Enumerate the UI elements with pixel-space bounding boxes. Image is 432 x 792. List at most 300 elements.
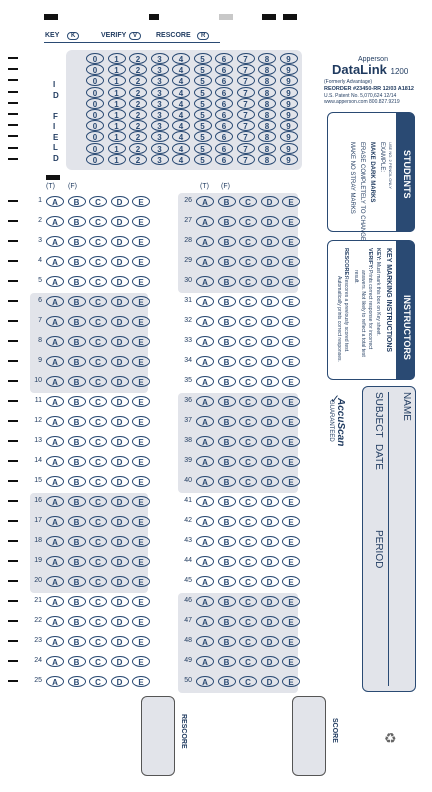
answer-bubble-e[interactable]: E: [132, 556, 150, 567]
answer-bubble-d[interactable]: D: [111, 356, 129, 367]
answer-bubble-b[interactable]: B: [68, 436, 86, 447]
answer-bubble-c[interactable]: C: [239, 636, 257, 647]
answer-bubble-b[interactable]: B: [218, 236, 236, 247]
answer-bubble-c[interactable]: C: [89, 576, 107, 587]
answer-bubble-c[interactable]: C: [239, 236, 257, 247]
answer-bubble-c[interactable]: C: [89, 516, 107, 527]
id-bubble[interactable]: 4: [172, 64, 190, 75]
answer-bubble-b[interactable]: B: [218, 476, 236, 487]
answer-bubble-b[interactable]: B: [68, 336, 86, 347]
answer-bubble-b[interactable]: B: [68, 276, 86, 287]
answer-bubble-c[interactable]: C: [239, 396, 257, 407]
answer-bubble-a[interactable]: A: [46, 336, 64, 347]
answer-bubble-e[interactable]: E: [282, 276, 300, 287]
answer-bubble-a[interactable]: A: [46, 356, 64, 367]
id-bubble[interactable]: 6: [215, 109, 233, 120]
answer-bubble-c[interactable]: C: [239, 296, 257, 307]
id-bubble[interactable]: 7: [237, 75, 255, 86]
answer-bubble-c[interactable]: C: [89, 676, 107, 687]
answer-bubble-c[interactable]: C: [239, 656, 257, 667]
answer-bubble-b[interactable]: B: [218, 416, 236, 427]
answer-bubble-b[interactable]: B: [68, 616, 86, 627]
answer-bubble-b[interactable]: B: [68, 676, 86, 687]
answer-bubble-a[interactable]: A: [196, 456, 214, 467]
answer-bubble-b[interactable]: B: [218, 496, 236, 507]
answer-bubble-a[interactable]: A: [46, 656, 64, 667]
rescore-bubble[interactable]: R: [197, 32, 209, 40]
id-bubble[interactable]: 9: [280, 98, 298, 109]
answer-bubble-c[interactable]: C: [239, 476, 257, 487]
answer-bubble-a[interactable]: A: [196, 256, 214, 267]
answer-bubble-c[interactable]: C: [89, 236, 107, 247]
id-bubble[interactable]: 7: [237, 53, 255, 64]
id-bubble[interactable]: 2: [129, 131, 147, 142]
answer-bubble-d[interactable]: D: [261, 416, 279, 427]
answer-bubble-a[interactable]: A: [46, 536, 64, 547]
answer-bubble-a[interactable]: A: [196, 636, 214, 647]
id-bubble[interactable]: 5: [194, 143, 212, 154]
id-bubble[interactable]: 0: [86, 98, 104, 109]
answer-bubble-b[interactable]: B: [218, 596, 236, 607]
answer-bubble-d[interactable]: D: [261, 496, 279, 507]
answer-bubble-e[interactable]: E: [282, 336, 300, 347]
id-bubble[interactable]: 3: [151, 143, 169, 154]
answer-bubble-b[interactable]: B: [68, 536, 86, 547]
answer-bubble-a[interactable]: A: [46, 436, 64, 447]
answer-bubble-b[interactable]: B: [218, 316, 236, 327]
answer-bubble-a[interactable]: A: [196, 516, 214, 527]
answer-bubble-c[interactable]: C: [89, 416, 107, 427]
answer-bubble-a[interactable]: A: [196, 356, 214, 367]
answer-bubble-b[interactable]: B: [218, 536, 236, 547]
id-bubble[interactable]: 5: [194, 98, 212, 109]
answer-bubble-d[interactable]: D: [261, 456, 279, 467]
id-bubble[interactable]: 9: [280, 53, 298, 64]
id-bubble[interactable]: 1: [108, 109, 126, 120]
answer-bubble-d[interactable]: D: [261, 356, 279, 367]
id-bubble[interactable]: 2: [129, 120, 147, 131]
answer-bubble-c[interactable]: C: [89, 336, 107, 347]
id-bubble[interactable]: 9: [280, 131, 298, 142]
id-bubble[interactable]: 6: [215, 53, 233, 64]
id-bubble[interactable]: 6: [215, 98, 233, 109]
answer-bubble-d[interactable]: D: [261, 516, 279, 527]
answer-bubble-a[interactable]: A: [46, 216, 64, 227]
id-bubble[interactable]: 9: [280, 87, 298, 98]
answer-bubble-b[interactable]: B: [68, 576, 86, 587]
answer-bubble-c[interactable]: C: [239, 356, 257, 367]
id-bubble[interactable]: 5: [194, 53, 212, 64]
id-bubble[interactable]: 2: [129, 75, 147, 86]
answer-bubble-d[interactable]: D: [261, 576, 279, 587]
id-bubble[interactable]: 7: [237, 87, 255, 98]
answer-bubble-b[interactable]: B: [68, 476, 86, 487]
id-bubble[interactable]: 3: [151, 131, 169, 142]
id-bubble[interactable]: 5: [194, 75, 212, 86]
answer-bubble-b[interactable]: B: [68, 376, 86, 387]
id-bubble[interactable]: 5: [194, 120, 212, 131]
answer-bubble-d[interactable]: D: [111, 296, 129, 307]
answer-bubble-a[interactable]: A: [196, 396, 214, 407]
answer-bubble-c[interactable]: C: [89, 476, 107, 487]
answer-bubble-c[interactable]: C: [89, 296, 107, 307]
answer-bubble-c[interactable]: C: [239, 536, 257, 547]
id-bubble[interactable]: 1: [108, 154, 126, 165]
answer-bubble-a[interactable]: A: [46, 596, 64, 607]
answer-bubble-b[interactable]: B: [68, 596, 86, 607]
answer-bubble-d[interactable]: D: [111, 516, 129, 527]
answer-bubble-e[interactable]: E: [132, 676, 150, 687]
answer-bubble-e[interactable]: E: [282, 296, 300, 307]
id-bubble[interactable]: 3: [151, 109, 169, 120]
id-bubble[interactable]: 8: [258, 53, 276, 64]
answer-bubble-c[interactable]: C: [89, 276, 107, 287]
answer-bubble-d[interactable]: D: [111, 536, 129, 547]
answer-bubble-b[interactable]: B: [218, 616, 236, 627]
id-bubble[interactable]: 1: [108, 98, 126, 109]
answer-bubble-e[interactable]: E: [132, 376, 150, 387]
answer-bubble-b[interactable]: B: [68, 396, 86, 407]
answer-bubble-c[interactable]: C: [239, 276, 257, 287]
answer-bubble-a[interactable]: A: [196, 316, 214, 327]
id-bubble[interactable]: 5: [194, 131, 212, 142]
answer-bubble-b[interactable]: B: [68, 216, 86, 227]
answer-bubble-c[interactable]: C: [89, 556, 107, 567]
id-bubble[interactable]: 6: [215, 131, 233, 142]
answer-bubble-a[interactable]: A: [46, 396, 64, 407]
answer-bubble-d[interactable]: D: [111, 436, 129, 447]
id-bubble[interactable]: 0: [86, 131, 104, 142]
answer-bubble-e[interactable]: E: [282, 476, 300, 487]
answer-bubble-d[interactable]: D: [111, 316, 129, 327]
answer-bubble-a[interactable]: A: [196, 216, 214, 227]
answer-bubble-c[interactable]: C: [239, 336, 257, 347]
answer-bubble-b[interactable]: B: [68, 516, 86, 527]
id-bubble[interactable]: 8: [258, 64, 276, 75]
answer-bubble-d[interactable]: D: [261, 556, 279, 567]
answer-bubble-a[interactable]: A: [46, 676, 64, 687]
answer-bubble-a[interactable]: A: [196, 196, 214, 207]
answer-bubble-b[interactable]: B: [218, 396, 236, 407]
answer-bubble-b[interactable]: B: [68, 416, 86, 427]
answer-bubble-d[interactable]: D: [111, 196, 129, 207]
id-bubble[interactable]: 0: [86, 87, 104, 98]
answer-bubble-d[interactable]: D: [261, 316, 279, 327]
answer-bubble-c[interactable]: C: [89, 436, 107, 447]
id-bubble[interactable]: 1: [108, 53, 126, 64]
answer-bubble-d[interactable]: D: [261, 656, 279, 667]
id-bubble[interactable]: 1: [108, 87, 126, 98]
answer-bubble-e[interactable]: E: [132, 436, 150, 447]
key-bubble[interactable]: K: [67, 32, 79, 40]
answer-bubble-c[interactable]: C: [89, 396, 107, 407]
id-bubble[interactable]: 9: [280, 120, 298, 131]
answer-bubble-c[interactable]: C: [239, 556, 257, 567]
answer-bubble-b[interactable]: B: [218, 456, 236, 467]
answer-bubble-e[interactable]: E: [282, 236, 300, 247]
id-bubble[interactable]: 9: [280, 143, 298, 154]
answer-bubble-b[interactable]: B: [218, 276, 236, 287]
id-bubble[interactable]: 6: [215, 154, 233, 165]
answer-bubble-a[interactable]: A: [46, 236, 64, 247]
answer-bubble-a[interactable]: A: [196, 656, 214, 667]
answer-bubble-a[interactable]: A: [46, 296, 64, 307]
answer-bubble-b[interactable]: B: [68, 356, 86, 367]
id-bubble[interactable]: 8: [258, 87, 276, 98]
id-bubble[interactable]: 8: [258, 120, 276, 131]
answer-bubble-d[interactable]: D: [111, 216, 129, 227]
answer-bubble-e[interactable]: E: [282, 436, 300, 447]
id-bubble[interactable]: 7: [237, 64, 255, 75]
answer-bubble-e[interactable]: E: [282, 656, 300, 667]
id-bubble[interactable]: 5: [194, 109, 212, 120]
id-bubble[interactable]: 8: [258, 143, 276, 154]
id-bubble[interactable]: 3: [151, 120, 169, 131]
answer-bubble-b[interactable]: B: [68, 296, 86, 307]
id-bubble[interactable]: 1: [108, 131, 126, 142]
id-bubble[interactable]: 2: [129, 87, 147, 98]
answer-bubble-a[interactable]: A: [196, 436, 214, 447]
answer-bubble-d[interactable]: D: [111, 336, 129, 347]
answer-bubble-b[interactable]: B: [218, 636, 236, 647]
answer-bubble-e[interactable]: E: [282, 616, 300, 627]
answer-bubble-d[interactable]: D: [261, 636, 279, 647]
id-bubble[interactable]: 2: [129, 143, 147, 154]
id-bubble[interactable]: 0: [86, 64, 104, 75]
answer-bubble-e[interactable]: E: [132, 396, 150, 407]
answer-bubble-e[interactable]: E: [282, 196, 300, 207]
answer-bubble-e[interactable]: E: [282, 556, 300, 567]
answer-bubble-b[interactable]: B: [68, 636, 86, 647]
id-bubble[interactable]: 4: [172, 120, 190, 131]
id-bubble[interactable]: 6: [215, 75, 233, 86]
answer-bubble-c[interactable]: C: [89, 456, 107, 467]
id-bubble[interactable]: 4: [172, 109, 190, 120]
id-bubble[interactable]: 2: [129, 109, 147, 120]
answer-bubble-d[interactable]: D: [111, 656, 129, 667]
id-bubble[interactable]: 9: [280, 154, 298, 165]
answer-bubble-a[interactable]: A: [196, 236, 214, 247]
score-box[interactable]: [292, 696, 326, 776]
answer-bubble-a[interactable]: A: [196, 676, 214, 687]
id-bubble[interactable]: 4: [172, 143, 190, 154]
answer-bubble-a[interactable]: A: [46, 416, 64, 427]
answer-bubble-d[interactable]: D: [111, 236, 129, 247]
answer-bubble-b[interactable]: B: [218, 296, 236, 307]
answer-bubble-e[interactable]: E: [132, 476, 150, 487]
answer-bubble-e[interactable]: E: [132, 336, 150, 347]
id-bubble[interactable]: 6: [215, 120, 233, 131]
id-bubble[interactable]: 8: [258, 154, 276, 165]
answer-bubble-b[interactable]: B: [218, 356, 236, 367]
id-bubble[interactable]: 2: [129, 154, 147, 165]
answer-bubble-e[interactable]: E: [132, 256, 150, 267]
answer-bubble-e[interactable]: E: [282, 356, 300, 367]
answer-bubble-c[interactable]: C: [89, 376, 107, 387]
answer-bubble-b[interactable]: B: [218, 576, 236, 587]
id-bubble[interactable]: 9: [280, 64, 298, 75]
id-bubble[interactable]: 3: [151, 64, 169, 75]
answer-bubble-a[interactable]: A: [196, 576, 214, 587]
id-bubble[interactable]: 6: [215, 87, 233, 98]
answer-bubble-e[interactable]: E: [132, 276, 150, 287]
answer-bubble-a[interactable]: A: [46, 516, 64, 527]
id-bubble[interactable]: 0: [86, 143, 104, 154]
answer-bubble-b[interactable]: B: [218, 336, 236, 347]
answer-bubble-d[interactable]: D: [261, 276, 279, 287]
answer-bubble-d[interactable]: D: [261, 396, 279, 407]
answer-bubble-e[interactable]: E: [282, 376, 300, 387]
answer-bubble-d[interactable]: D: [261, 616, 279, 627]
id-bubble[interactable]: 4: [172, 75, 190, 86]
answer-bubble-d[interactable]: D: [261, 256, 279, 267]
answer-bubble-c[interactable]: C: [239, 416, 257, 427]
answer-bubble-d[interactable]: D: [111, 636, 129, 647]
answer-bubble-e[interactable]: E: [282, 216, 300, 227]
answer-bubble-d[interactable]: D: [111, 676, 129, 687]
id-bubble[interactable]: 7: [237, 120, 255, 131]
answer-bubble-c[interactable]: C: [89, 316, 107, 327]
answer-bubble-c[interactable]: C: [239, 516, 257, 527]
answer-bubble-b[interactable]: B: [218, 556, 236, 567]
answer-bubble-b[interactable]: B: [218, 436, 236, 447]
answer-bubble-e[interactable]: E: [132, 516, 150, 527]
answer-bubble-d[interactable]: D: [111, 396, 129, 407]
answer-bubble-c[interactable]: C: [239, 596, 257, 607]
answer-bubble-b[interactable]: B: [68, 256, 86, 267]
answer-bubble-b[interactable]: B: [218, 256, 236, 267]
answer-bubble-e[interactable]: E: [132, 216, 150, 227]
answer-bubble-e[interactable]: E: [282, 316, 300, 327]
answer-bubble-c[interactable]: C: [239, 316, 257, 327]
answer-bubble-e[interactable]: E: [132, 576, 150, 587]
answer-bubble-a[interactable]: A: [46, 456, 64, 467]
id-bubble[interactable]: 7: [237, 154, 255, 165]
answer-bubble-b[interactable]: B: [68, 316, 86, 327]
answer-bubble-d[interactable]: D: [111, 596, 129, 607]
answer-bubble-c[interactable]: C: [89, 356, 107, 367]
answer-bubble-b[interactable]: B: [68, 196, 86, 207]
answer-bubble-e[interactable]: E: [282, 256, 300, 267]
id-bubble[interactable]: 2: [129, 53, 147, 64]
answer-bubble-a[interactable]: A: [196, 336, 214, 347]
answer-bubble-a[interactable]: A: [46, 616, 64, 627]
id-bubble[interactable]: 4: [172, 53, 190, 64]
id-bubble[interactable]: 1: [108, 120, 126, 131]
answer-bubble-a[interactable]: A: [196, 416, 214, 427]
answer-bubble-c[interactable]: C: [89, 536, 107, 547]
id-bubble[interactable]: 0: [86, 53, 104, 64]
answer-bubble-e[interactable]: E: [132, 316, 150, 327]
answer-bubble-c[interactable]: C: [89, 256, 107, 267]
answer-bubble-c[interactable]: C: [239, 676, 257, 687]
answer-bubble-d[interactable]: D: [111, 476, 129, 487]
id-bubble[interactable]: 5: [194, 64, 212, 75]
answer-bubble-b[interactable]: B: [218, 196, 236, 207]
answer-bubble-d[interactable]: D: [261, 676, 279, 687]
answer-bubble-b[interactable]: B: [218, 376, 236, 387]
id-bubble[interactable]: 3: [151, 154, 169, 165]
answer-bubble-d[interactable]: D: [111, 456, 129, 467]
answer-bubble-d[interactable]: D: [111, 256, 129, 267]
answer-bubble-a[interactable]: A: [46, 276, 64, 287]
id-bubble[interactable]: 5: [194, 154, 212, 165]
id-bubble[interactable]: 3: [151, 75, 169, 86]
answer-bubble-a[interactable]: A: [196, 296, 214, 307]
id-bubble[interactable]: 8: [258, 131, 276, 142]
answer-bubble-e[interactable]: E: [132, 416, 150, 427]
answer-bubble-d[interactable]: D: [261, 336, 279, 347]
answer-bubble-a[interactable]: A: [196, 616, 214, 627]
answer-bubble-e[interactable]: E: [132, 656, 150, 667]
answer-bubble-e[interactable]: E: [132, 596, 150, 607]
answer-bubble-b[interactable]: B: [68, 456, 86, 467]
answer-bubble-c[interactable]: C: [89, 636, 107, 647]
answer-bubble-c[interactable]: C: [239, 576, 257, 587]
answer-bubble-c[interactable]: C: [239, 196, 257, 207]
id-bubble[interactable]: 7: [237, 131, 255, 142]
answer-bubble-b[interactable]: B: [68, 556, 86, 567]
answer-bubble-a[interactable]: A: [46, 496, 64, 507]
rescore-box[interactable]: [141, 696, 175, 776]
answer-bubble-a[interactable]: A: [46, 196, 64, 207]
answer-bubble-d[interactable]: D: [111, 276, 129, 287]
id-bubble[interactable]: 5: [194, 87, 212, 98]
answer-bubble-d[interactable]: D: [261, 436, 279, 447]
answer-bubble-d[interactable]: D: [261, 196, 279, 207]
answer-bubble-c[interactable]: C: [89, 596, 107, 607]
answer-bubble-e[interactable]: E: [132, 496, 150, 507]
id-bubble[interactable]: 8: [258, 109, 276, 120]
answer-bubble-c[interactable]: C: [239, 256, 257, 267]
id-bubble[interactable]: 6: [215, 64, 233, 75]
answer-bubble-c[interactable]: C: [239, 216, 257, 227]
id-bubble[interactable]: 0: [86, 75, 104, 86]
id-bubble[interactable]: 4: [172, 98, 190, 109]
answer-bubble-d[interactable]: D: [261, 376, 279, 387]
answer-bubble-e[interactable]: E: [132, 536, 150, 547]
answer-bubble-c[interactable]: C: [89, 656, 107, 667]
id-bubble[interactable]: 7: [237, 109, 255, 120]
id-bubble[interactable]: 4: [172, 154, 190, 165]
answer-bubble-d[interactable]: D: [261, 596, 279, 607]
answer-bubble-c[interactable]: C: [89, 616, 107, 627]
answer-bubble-a[interactable]: A: [196, 536, 214, 547]
answer-bubble-e[interactable]: E: [282, 636, 300, 647]
answer-bubble-e[interactable]: E: [132, 196, 150, 207]
id-bubble[interactable]: 1: [108, 143, 126, 154]
answer-bubble-c[interactable]: C: [89, 496, 107, 507]
answer-bubble-a[interactable]: A: [46, 556, 64, 567]
answer-bubble-a[interactable]: A: [46, 576, 64, 587]
id-bubble[interactable]: 0: [86, 154, 104, 165]
answer-bubble-d[interactable]: D: [111, 496, 129, 507]
id-bubble[interactable]: 6: [215, 143, 233, 154]
answer-bubble-e[interactable]: E: [132, 236, 150, 247]
id-bubble[interactable]: 9: [280, 75, 298, 86]
answer-bubble-b[interactable]: B: [68, 236, 86, 247]
answer-bubble-a[interactable]: A: [196, 476, 214, 487]
answer-bubble-b[interactable]: B: [218, 216, 236, 227]
id-bubble[interactable]: 3: [151, 53, 169, 64]
id-bubble[interactable]: 8: [258, 75, 276, 86]
verify-bubble[interactable]: V: [129, 32, 141, 40]
id-bubble[interactable]: 3: [151, 98, 169, 109]
answer-bubble-c[interactable]: C: [239, 456, 257, 467]
answer-bubble-d[interactable]: D: [261, 476, 279, 487]
id-bubble[interactable]: 0: [86, 109, 104, 120]
answer-bubble-d[interactable]: D: [111, 556, 129, 567]
